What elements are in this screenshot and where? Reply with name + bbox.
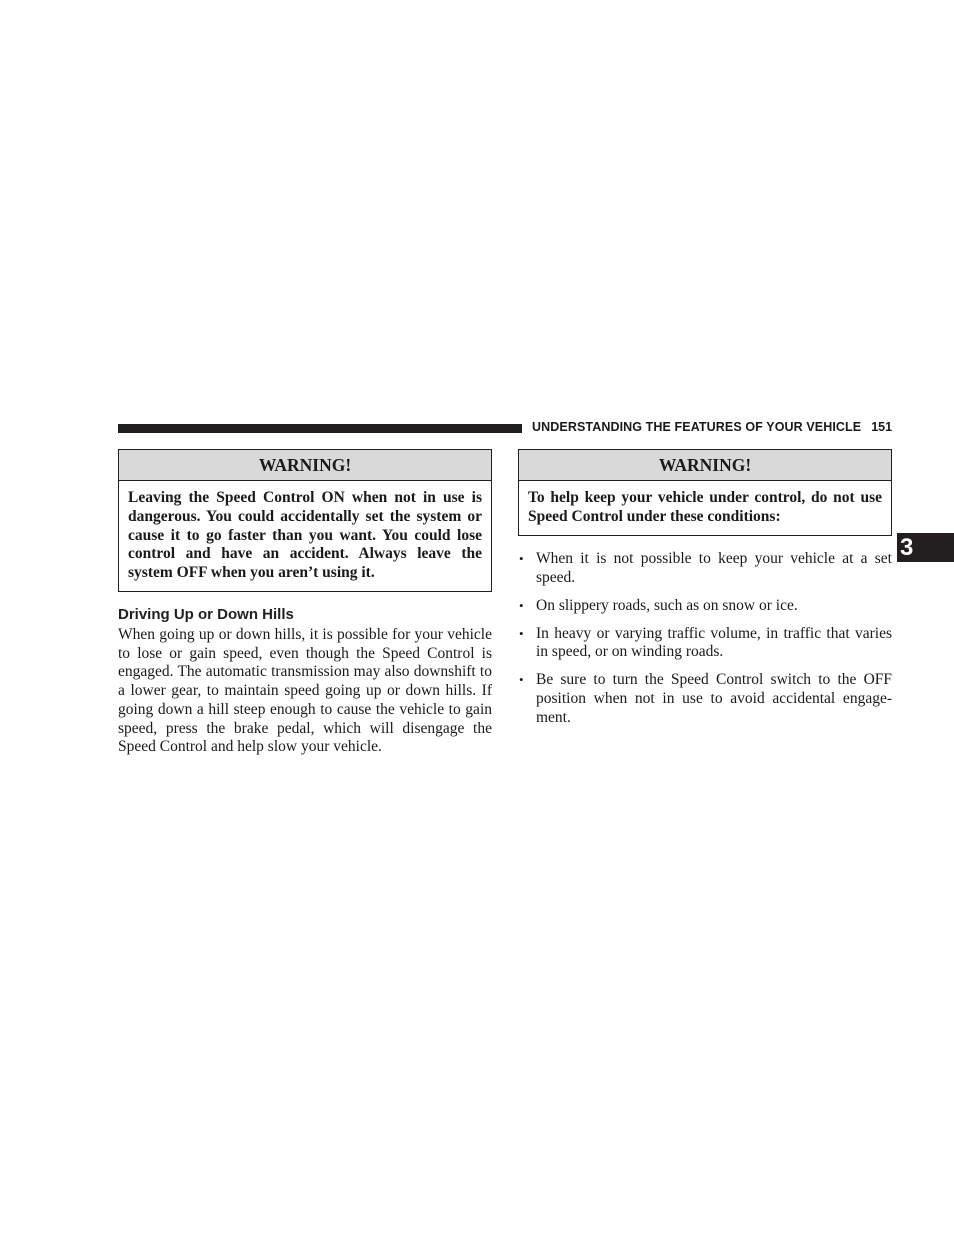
list-item xyxy=(518,625,892,662)
section-heading: Driving Up or Down Hills xyxy=(118,606,294,623)
bullet-icon: • xyxy=(519,551,524,566)
warning-heading: WARNING! xyxy=(119,450,491,481)
bullet-icon: • xyxy=(519,672,524,688)
bullet-icon: • xyxy=(519,597,524,613)
list-item xyxy=(518,597,892,616)
header-rule xyxy=(118,424,522,433)
warning-text: Leaving the Speed Control ON when not in use is dangerous. You could accidentally set the system or cause it to go faster than you want. You could lose control and have an accident. Always leave the system OFF when you aren’t using it. xyxy=(128,489,482,582)
list-item-text: In heavy or varying traffic volume, in traffic that varies in speed, or on winding roads. xyxy=(536,624,892,661)
page-number: 151 xyxy=(871,420,893,434)
bullet-icon: • xyxy=(519,625,524,641)
warning-box-speed-control-on xyxy=(118,449,492,592)
list-item-text: Be sure to turn the Speed Control switch to the OFF position when not in use to avoid accidental engage-ment. xyxy=(536,671,892,726)
chapter-tab: 3 xyxy=(897,533,954,562)
warning-text: To help keep your vehicle under control, do not use Speed Control under these conditions: xyxy=(528,489,882,525)
running-header xyxy=(532,420,892,434)
list-item-text: When it is not possible to keep your vehicle at a set speed. xyxy=(536,550,892,586)
warning-box-conditions xyxy=(518,449,892,536)
conditions-list xyxy=(518,550,892,737)
warning-heading: WARNING! xyxy=(519,450,891,481)
list-item xyxy=(518,550,892,587)
section-paragraph: When going up or down hills, it is possible for your vehicle to lose or gain speed, even though the Speed Control is engaged. The automatic transmission may also downshift to a lower gear, to maintain speed going up or down hills. If going down a hill steep enough to cause the vehicle to gain speed, press the brake pedal, which will disengage the Speed Control and help slow your vehicle. xyxy=(118,626,492,756)
list-item xyxy=(518,671,892,727)
header-title: UNDERSTANDING THE FEATURES OF YOUR VEHICLE xyxy=(532,420,862,434)
list-item-text: On slippery roads, such as on snow or ice. xyxy=(536,596,798,614)
